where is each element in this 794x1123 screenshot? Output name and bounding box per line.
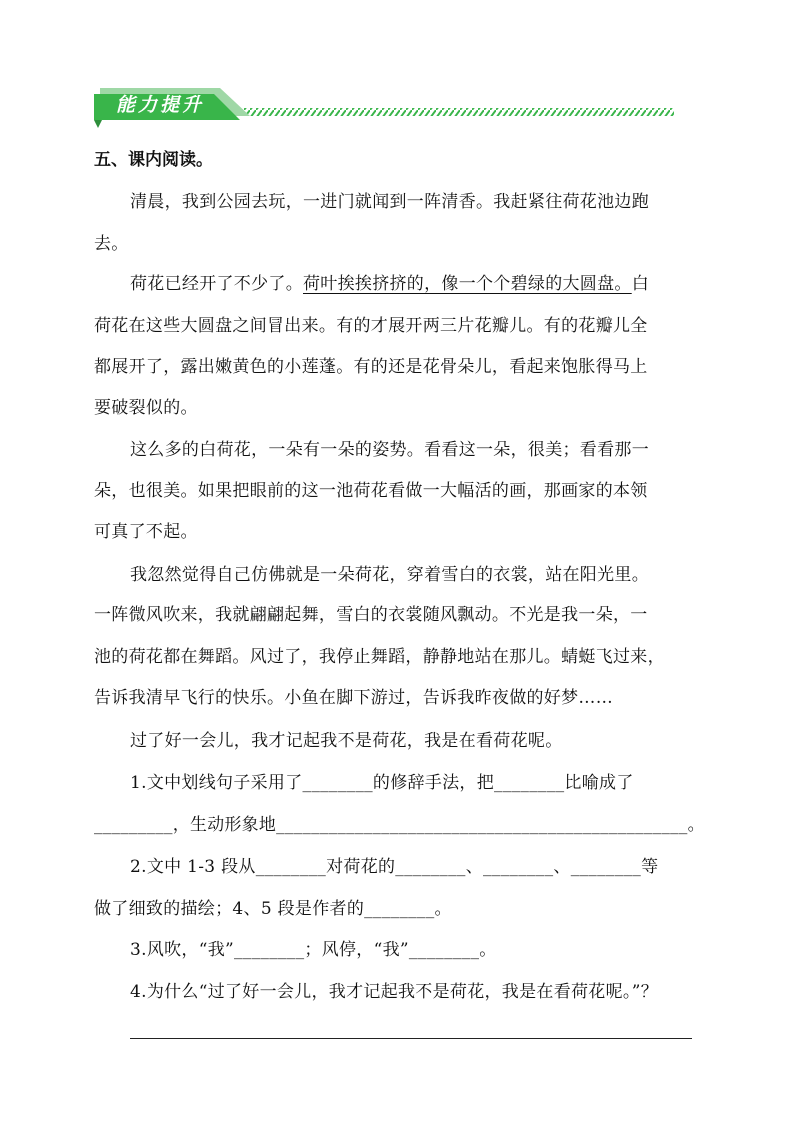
question-1-line-2: _________，生动形象地_______________________________________________。 <box>94 815 705 835</box>
passage-p4-line-1: 我忽然觉得自己仿佛就是一朵荷花，穿着雪白的衣裳，站在阳光里。 <box>130 565 649 585</box>
section-heading: 五、课内阅读。 <box>94 150 213 170</box>
passage-p2-line-1 <box>130 272 649 296</box>
passage-p1-line-2: 去。 <box>94 234 129 254</box>
passage-p3-line-1: 这么多的白荷花，一朵有一朵的姿势。看看这一朵，很美；看看那一 <box>130 440 649 460</box>
passage-p2-line-2: 荷花在这些大圆盘之间冒出来。有的才展开两三片花瓣儿。有的花瓣儿全 <box>94 316 648 336</box>
passage-p3-line-3: 可真了不起。 <box>94 522 198 542</box>
passage-p2-line-4: 要破裂似的。 <box>94 398 198 418</box>
passage-p5: 过了好一会儿，我才记起我不是荷花，我是在看荷花呢。 <box>130 731 563 751</box>
banner-fold <box>94 120 102 128</box>
question-1-line-1: 1.文中划线句子采用了________的修辞手法，把________比喻成了 <box>130 773 634 793</box>
passage-p3-line-2: 朵，也很美。如果把眼前的这一池荷花看做一大幅活的画，那画家的本领 <box>94 481 648 501</box>
question-3: 3.风吹，“我”________；风停，“我”________。 <box>130 940 497 960</box>
passage-p4-line-2: 一阵微风吹来，我就翩翩起舞，雪白的衣裳随风飘动。不光是我一朵，一 <box>94 605 648 625</box>
question-4: 4.为什么“过了好一会儿，我才记起我不是荷花，我是在看荷花呢。”？ <box>130 982 658 1002</box>
passage-p2-line-3: 都展开了，露出嫩黄色的小莲蓬。有的还是花骨朵儿，看起来饱胀得马上 <box>94 357 648 377</box>
passage-p4-line-3: 池的荷花都在舞蹈。风过了，我停止舞蹈，静静地站在那儿。蜻蜓飞过来， <box>94 647 665 667</box>
banner-hatch-strip <box>244 108 674 116</box>
passage-p1-line-1: 清晨，我到公园去玩，一进门就闻到一阵清香。我赶紧往荷花池边跑 <box>130 192 649 212</box>
section-banner <box>94 86 676 128</box>
underlined-sentence: 荷叶挨挨挤挤的，像一个个碧绿的大圆盘。 <box>303 274 632 294</box>
banner-title: 能力提升 <box>116 94 205 116</box>
question-2-line-1: 2.文中 1-3 段从________对荷花的________、________、________等 <box>130 857 659 877</box>
passage-p2-post: 白 <box>631 274 650 294</box>
passage-p2-pre: 荷花已经开了不少了。 <box>130 274 303 294</box>
answer-blank-line[interactable] <box>130 1038 692 1039</box>
passage-p4-line-4: 告诉我清早飞行的快乐。小鱼在脚下游过，告诉我昨夜做的好梦…… <box>94 688 613 708</box>
question-2-line-2: 做了细致的描绘；4、5 段是作者的________。 <box>94 899 452 919</box>
